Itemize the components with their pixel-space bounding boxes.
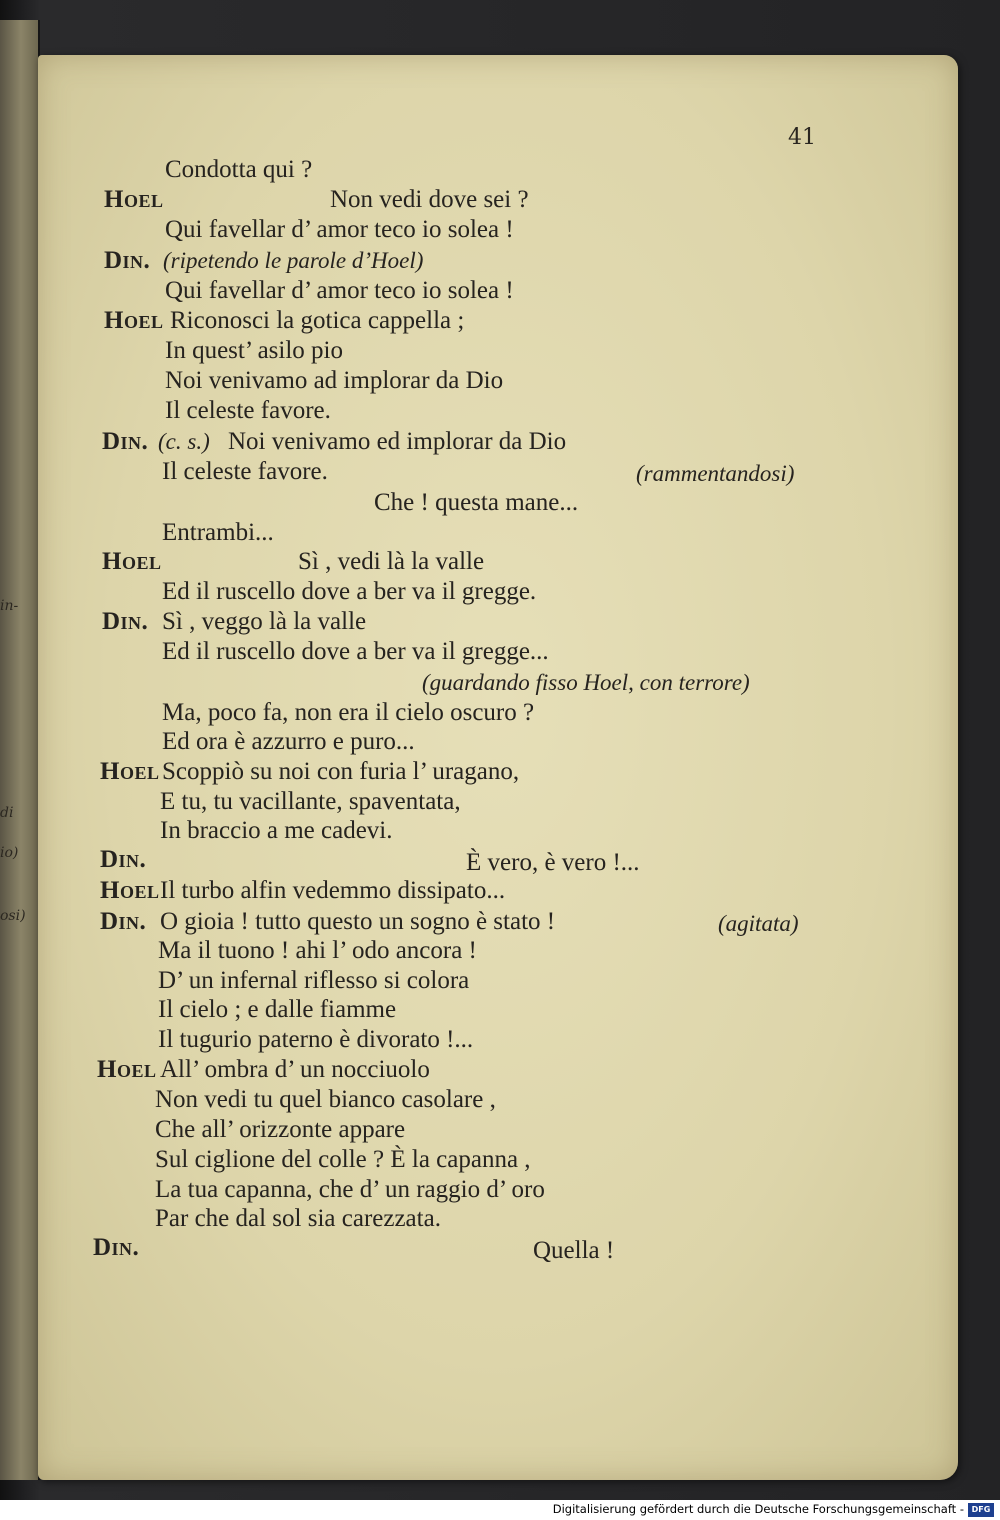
- prev-page-fragment: in-: [0, 598, 19, 614]
- stage-direction: (ripetendo le parole d’Hoel): [163, 248, 424, 273]
- footer-credit: Digitalisierung gefördert durch die Deutsche Forschungsgemeinschaft -: [552, 1502, 964, 1516]
- verse-line: La tua capanna, che d’ un raggio d’ oro: [155, 1176, 545, 1203]
- verse-line: Il cielo ; e dalle fiamme: [158, 996, 397, 1023]
- verse-line: Non vedi dove sei ?: [330, 186, 529, 213]
- stage-direction: (agitata): [718, 911, 799, 936]
- speaker-label: Din.: [102, 428, 149, 455]
- speaker-label: Din.: [102, 608, 149, 635]
- verse-line: Ed il ruscello dove a ber va il gregge.: [162, 578, 537, 605]
- speaker-label: Hoel: [104, 186, 164, 213]
- verse-line: Il celeste favore.: [165, 397, 331, 424]
- verse-line: Qui favellar d’ amor teco io solea !: [165, 277, 514, 304]
- verse-line: Entrambi...: [162, 519, 274, 546]
- verse-line: Par che dal sol sia carezzata.: [155, 1205, 441, 1232]
- verse-line: Condotta qui ?: [165, 156, 313, 183]
- prev-page-fragment: osi): [0, 908, 26, 924]
- speaker-label: Hoel: [97, 1056, 157, 1083]
- verse-line: Sul ciglione del colle ? È la capanna ,: [155, 1146, 531, 1173]
- verse-line: Che ! questa mane...: [374, 489, 579, 516]
- verse-line: In braccio a me cadevi.: [160, 817, 393, 844]
- verse-line: Qui favellar d’ amor teco io solea !: [165, 216, 514, 243]
- page-number: 41: [788, 125, 816, 150]
- footer-bar: [0, 1500, 1000, 1520]
- verse-line: Riconosci la gotica cappella ;: [170, 307, 465, 334]
- speaker-label: Din.: [93, 1234, 140, 1261]
- prev-page-fragment: di: [0, 805, 14, 821]
- dfg-logo: DFG: [968, 1503, 994, 1517]
- speaker-label: Hoel: [102, 548, 162, 575]
- speaker-label: Din.: [100, 908, 147, 935]
- verse-line: Sì , veggo là la valle: [162, 608, 367, 635]
- verse-line: Ed ora è azzurro e puro...: [162, 728, 415, 755]
- stage-direction: (rammentandosi): [636, 461, 795, 486]
- previous-page-edge: [0, 20, 40, 1480]
- verse-line: In quest’ asilo pio: [165, 337, 343, 364]
- verse-line: Il celeste favore.: [162, 458, 328, 485]
- verse-line: Il tugurio paterno è divorato !...: [158, 1026, 474, 1053]
- prev-page-fragment: io): [0, 845, 19, 861]
- speaker-label: Hoel: [100, 758, 160, 785]
- verse-line: Noi venivamo ad implorar da Dio: [165, 367, 504, 394]
- verse-line: Che all’ orizzonte appare: [155, 1116, 406, 1143]
- verse-line: Ma, poco fa, non era il cielo oscuro ?: [162, 699, 535, 726]
- speaker-label: Din.: [104, 247, 151, 274]
- speaker-label: Din.: [100, 846, 147, 873]
- verse-line: È vero, è vero !...: [466, 849, 640, 876]
- verse-line: O gioia ! tutto questo un sogno è stato !: [160, 908, 556, 935]
- verse-line: E tu, tu vacillante, spaventata,: [160, 788, 461, 815]
- verse-line: Ma il tuono ! ahi l’ odo ancora !: [158, 937, 477, 964]
- speaker-label: Hoel: [100, 877, 160, 904]
- verse-line: Non vedi tu quel bianco casolare ,: [155, 1086, 496, 1113]
- verse-line: Ed il ruscello dove a ber va il gregge...: [162, 638, 549, 665]
- verse-line: Scoppiò su noi con furia l’ uragano,: [162, 758, 520, 785]
- verse-line: Noi venivamo ed implorar da Dio: [228, 428, 567, 455]
- verse-line: Sì , vedi là la valle: [298, 548, 485, 575]
- speaker-label: Hoel: [104, 307, 164, 334]
- stage-direction: (c. s.): [158, 429, 210, 454]
- stage-direction: (guardando fisso Hoel, con terrore): [422, 670, 750, 695]
- verse-line: All’ ombra d’ un nocciuolo: [160, 1056, 430, 1083]
- verse-line: Quella !: [533, 1237, 615, 1264]
- verse-line: Il turbo alfin vedemmo dissipato...: [160, 877, 506, 904]
- verse-line: D’ un infernal riflesso si colora: [158, 967, 470, 994]
